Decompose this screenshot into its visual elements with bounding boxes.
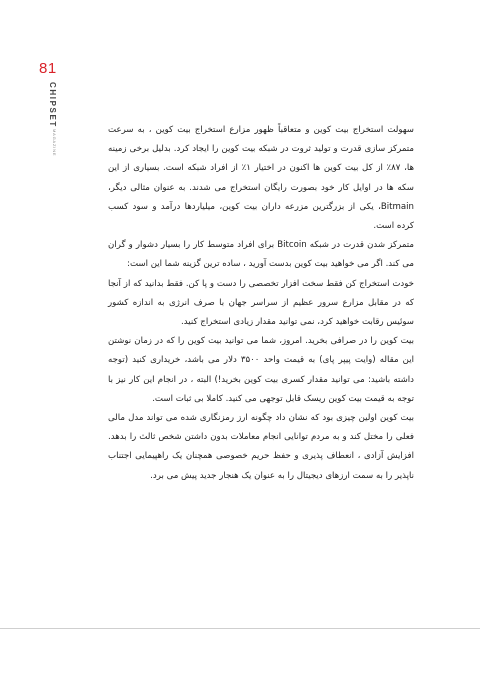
article-body [108,121,414,486]
paragraph: خودت استخراج کن فقط سخت افزار تخصصی را دست و پا کن. فقط بدانید که از آنجا که در مقابل مزارع سرور عظیم از سراسر جهان با صرف انرژی به اندازه کشور سوئیس رقابت خواهید کرد، نمی توانید مقدار زیادی استخراج کنید. [108,278,414,328]
magazine-label: MAGAZINE [52,128,57,157]
paragraph: بیت کوین اولین چیزی بود که نشان داد چگونه ارز رمزنگاری شده می تواند مدل مالی فعلی را مختل کند و به مردم توانایی انجام معاملات بدون داشتن شخص ثالث را بدهد. افزایش آزادی ، انعطاف پذیری و حفظ حریم خصوصی همچنان یک راهپیمایی اجتناب ناپذیر را به سمت ارزهای دیجیتال را به عنوان یک هنجار جدید پیش می برد. [108,413,414,481]
page-number: 81 [39,60,57,77]
footer-divider [0,628,480,629]
paragraph: متمرکز شدن قدرت در شبکه Bitcoin برای افراد متوسط کار را بسیار دشوار و گران می کند. اگر می خواهید بیت کوین بدست آورید ، ساده ترین گزینه شما این است: [108,240,414,270]
magazine-side-label [48,82,57,156]
paragraph: بیت کوین را در صرافی بخرید. امروز، شما می توانید بیت کوین را که در زمان نوشتن این مقاله (وایت پیپر پای) به قیمت واحد ۳۵۰۰ دلار می باشد، خریداری کنید (توجه داشته باشید: می توانید مقدار کسری بیت کوین بخرید!) البته ، در انجام این کار نیز با توجه به قیمت بیت کوین ریسک قابل توجهی می کنید. کاملا بی ثبات است. [108,336,414,404]
paragraph: سهولت استخراج بیت کوین و متعاقباً ظهور مزارع استخراج بیت کوین ، به سرعت متمرکز سازی قدرت و تولید ثروت در شبکه بیت کوین را ایجاد کرد. بدلیل برخی زمینه ها، ۸۷٪ از کل بیت کوین ها اکنون در اختیار ۱٪ از افراد شبکه است. بسیاری از این سکه ها در اوایل کار خود بصورت رایگان استخراج می شدند. به عنوان مثالی دیگر، Bitmain، یکی از بزرگترین مزرعه داران بیت کوین، میلیاردها درآمد و سود کسب کرده است. [108,125,415,232]
magazine-name: CHIPSET [48,82,57,128]
